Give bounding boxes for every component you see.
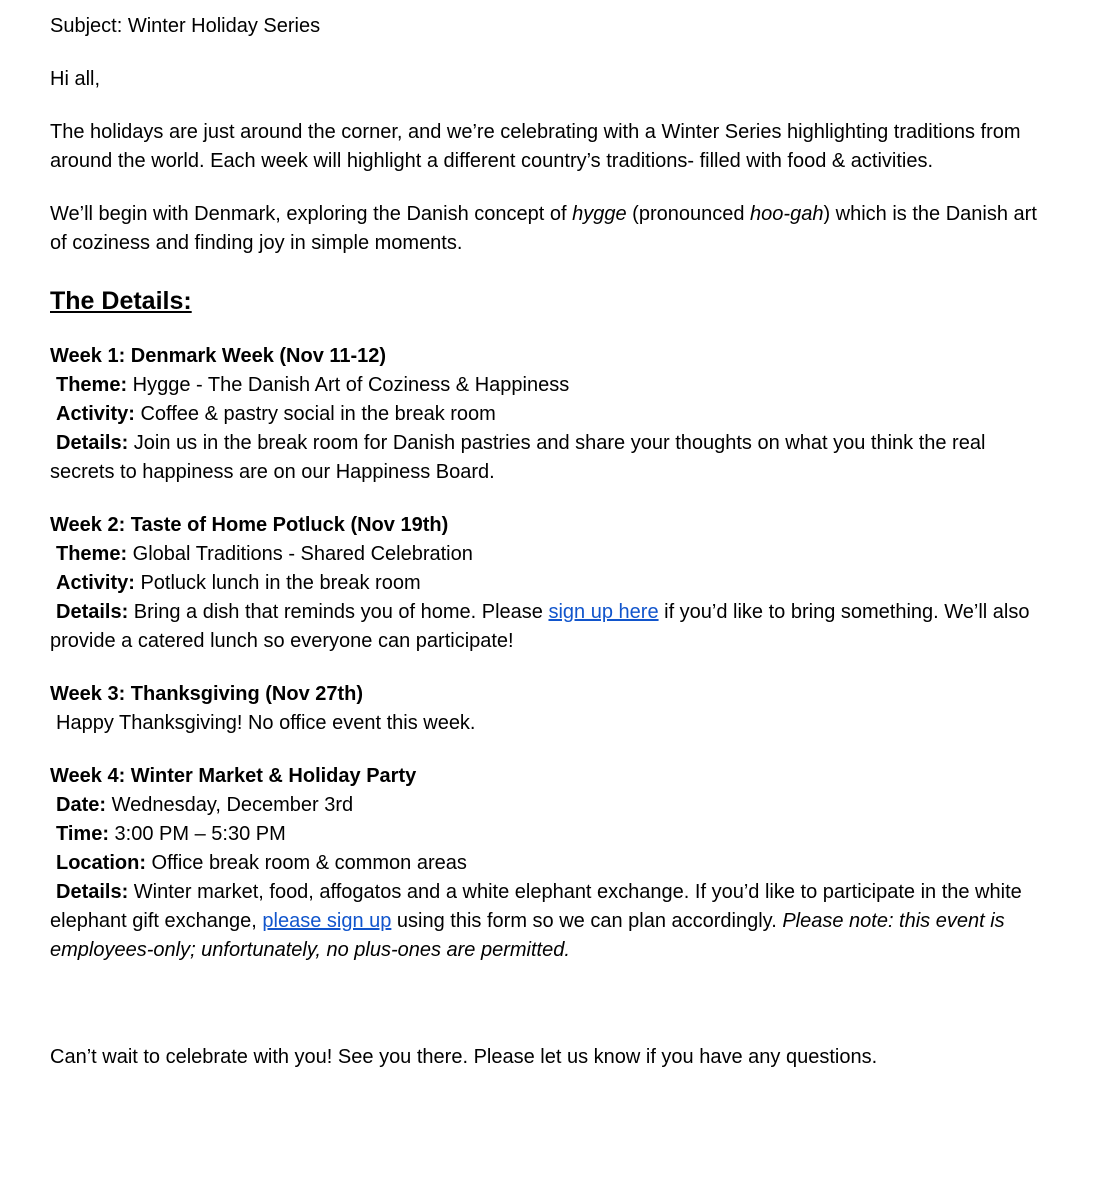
week2-title: Week 2: Taste of Home Potluck (Nov 19th) <box>50 514 449 536</box>
week1-details <box>50 429 1050 487</box>
details-value: Bring a dish that reminds you of home. Please <box>128 601 549 623</box>
employees-only-note: Please note: this event is employees-only; unfortunately, no plus-ones are permitted. <box>50 910 1005 961</box>
pronunciation-term: hoo-gah <box>750 203 824 225</box>
week2-activity <box>50 569 1050 598</box>
date-value: Wednesday, December 3rd <box>106 794 354 816</box>
denmark-intro-text-2: (pronounced <box>626 203 751 225</box>
greeting: Hi all, <box>50 68 101 90</box>
details-heading: The Details: <box>50 287 192 315</box>
email-subject: Subject: Winter Holiday Series <box>50 15 321 37</box>
activity-value: Potluck lunch in the break room <box>134 572 421 594</box>
theme-value: Global Traditions - Shared Celebration <box>127 543 473 565</box>
time-value: 3:00 PM – 5:30 PM <box>108 823 286 845</box>
details-label: Details: <box>56 881 129 903</box>
time-label: Time: <box>56 823 109 845</box>
week2-details <box>50 598 1050 656</box>
details-value: Join us in the break room for Danish pastries and share your thoughts on what you think the real secrets to happiness are on our Happiness Board. <box>50 432 986 483</box>
denmark-intro-text-3: ) which is the Danish art of coziness and finding joy in simple moments. <box>50 203 1037 254</box>
week1-section <box>50 342 1050 487</box>
details-value-2: using this form so we can plan accordingly. <box>391 910 783 932</box>
theme-value: Hygge - The Danish Art of Coziness & Happiness <box>127 374 570 396</box>
week3-note: Happy Thanksgiving! No office event this week. <box>56 712 476 734</box>
week2-section <box>50 511 1050 656</box>
week4-details <box>50 878 1050 965</box>
hygge-term: hygge <box>572 203 627 225</box>
details-label: Details: <box>56 601 129 623</box>
potluck-signup-link[interactable]: sign up here <box>548 601 659 623</box>
theme-label: Theme: <box>56 543 128 565</box>
theme-label: Theme: <box>56 374 128 396</box>
week4-time <box>50 820 1050 849</box>
activity-label: Activity: <box>56 403 135 425</box>
week1-title: Week 1: Denmark Week (Nov 11-12) <box>50 345 387 367</box>
denmark-intro-paragraph <box>50 200 1050 258</box>
white-elephant-signup-link[interactable]: please sign up <box>262 910 392 932</box>
details-value: Winter market, food, affogatos and a white elephant exchange. If you’d like to participate in the white elephant gift exchange, <box>50 881 1022 932</box>
closing-paragraph: Can’t wait to celebrate with you! See you there. Please let us know if you have any questions. <box>50 1046 878 1068</box>
location-label: Location: <box>56 852 146 874</box>
details-label: Details: <box>56 432 129 454</box>
week4-section <box>50 762 1050 965</box>
date-label: Date: <box>56 794 107 816</box>
activity-label: Activity: <box>56 572 135 594</box>
week3-title: Week 3: Thanksgiving (Nov 27th) <box>50 683 364 705</box>
location-value: Office break room & common areas <box>146 852 467 874</box>
activity-value: Coffee & pastry social in the break room <box>134 403 496 425</box>
week4-location <box>50 849 1050 878</box>
week4-date <box>50 791 1050 820</box>
week4-title: Week 4: Winter Market & Holiday Party <box>50 765 417 787</box>
intro-paragraph: The holidays are just around the corner, and we’re celebrating with a Winter Series highlighting traditions from around the world. Each week will highlight a different country’s traditions- filled with food & activities. <box>50 121 1021 172</box>
week1-theme <box>50 371 1050 400</box>
week1-activity <box>50 400 1050 429</box>
denmark-intro-text: We’ll begin with Denmark, exploring the Danish concept of <box>50 203 573 225</box>
week3-section <box>50 680 1050 738</box>
details-value-2: if you’d like to bring something. We’ll also provide a catered lunch so everyone can participate! <box>50 601 1030 652</box>
week2-theme <box>50 540 1050 569</box>
